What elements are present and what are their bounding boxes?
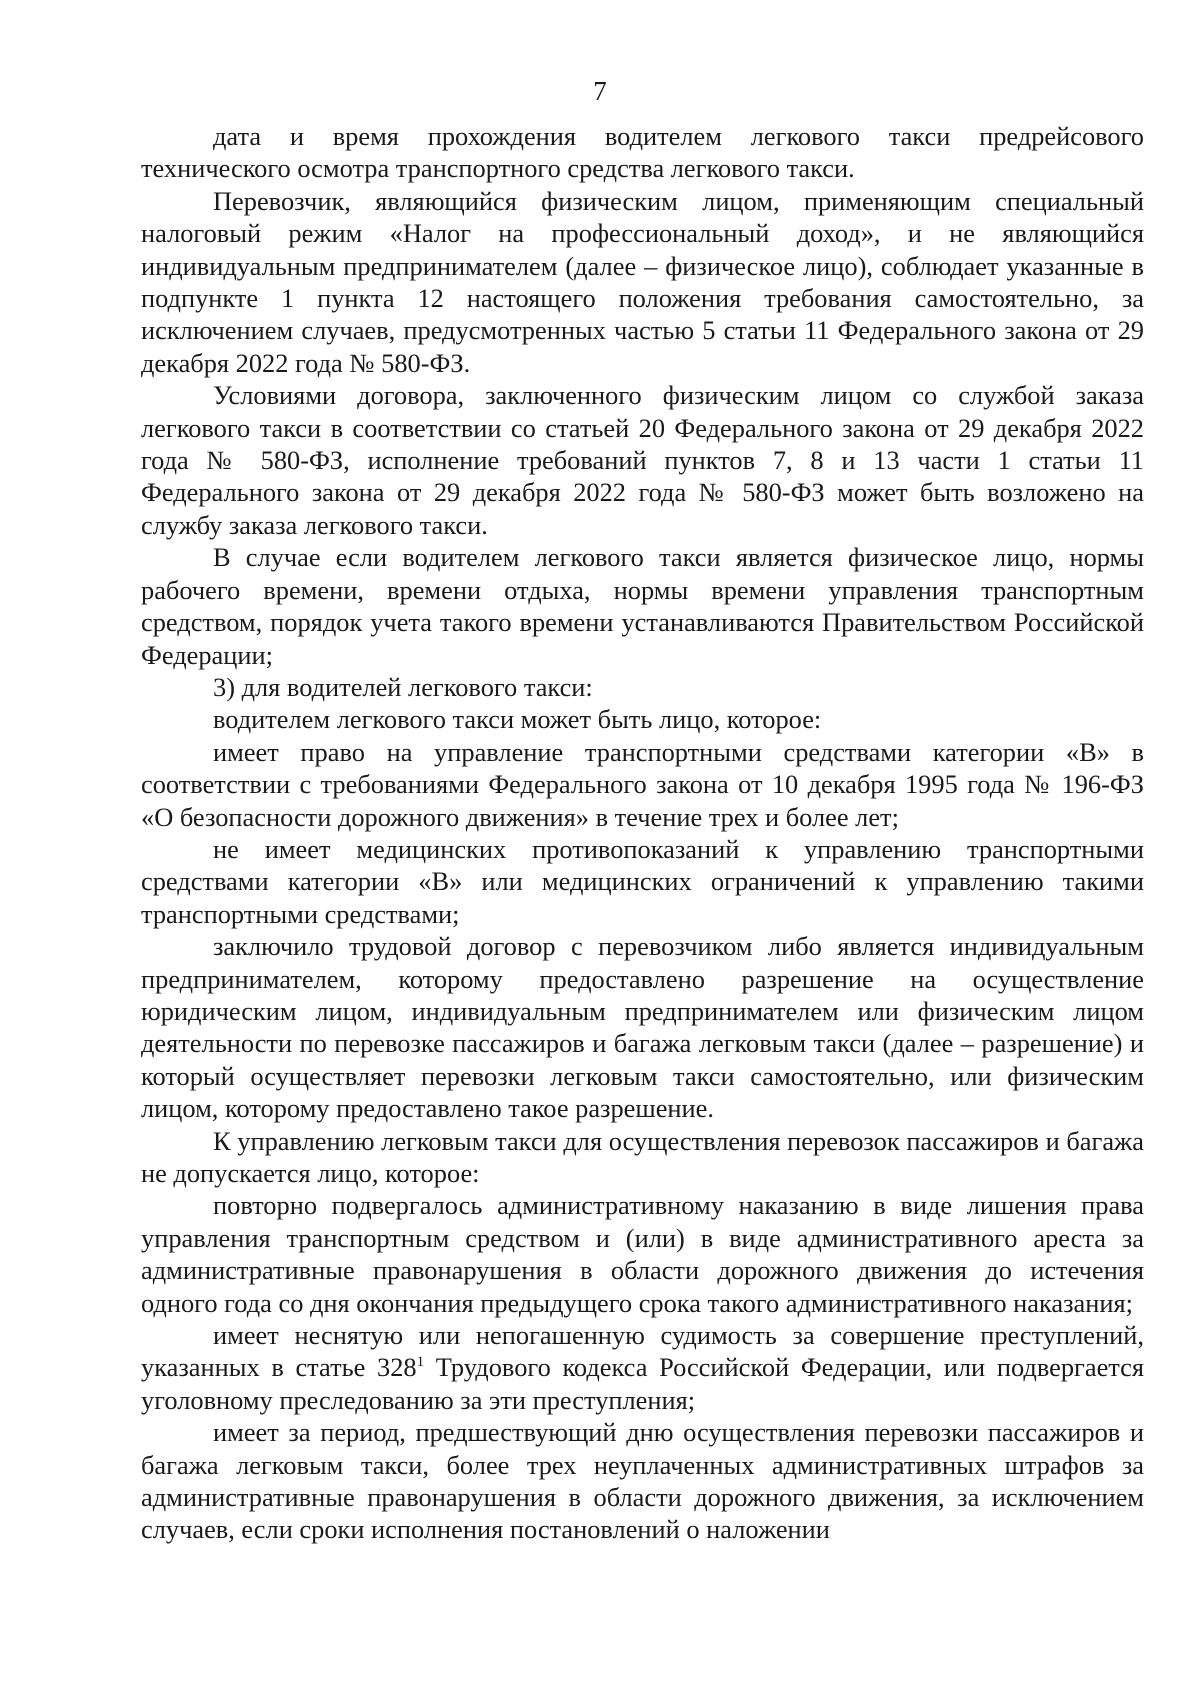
paragraph-article-328-text-before: имеет неснятую или непогашенную судимость за совершение преступлений, указанных в статье 328	[141, 1320, 1144, 1383]
paragraph-last: имеет за период, предшествующий дню осуществления перевозки пассажиров и багажа легковым такси, более трех неуплаченных административных штрафов за административные правонарушения в области дорожного движения, за исключением случаев, если сроки исполнения постановлений о наложении	[141, 1417, 1144, 1545]
paragraph: имеет право на управление транспортными средствами категории «В» в соответствии с требованиями Федерального закона от 10 декабря 1995 года № 196-ФЗ «О безопасности дорожного движения» в течение трех и более лет;	[141, 736, 1144, 832]
paragraph: Перевозчик, являющийся физическим лицом, применяющим специальный налоговый режим «Налог на профессиональный доход», и не являющийся индивидуальным предпринимателем (далее – физическое лицо), соблюдает указанные в подпункте 1 пункта 12 настоящего положения требования самостоятельно, за исключением случаев, предусмотренных частью 5 статьи 11 Федерального закона от 29 декабря 2022 года № 580-ФЗ.	[141, 185, 1144, 378]
paragraph: водителем легкового такси может быть лицо, которое:	[213, 704, 822, 735]
document-body	[141, 120, 1144, 1546]
paragraph: К управлению легковым такси для осуществления перевозок пассажиров и багажа не допускается лицо, которое:	[141, 1125, 1144, 1188]
article-superscript: 1	[416, 1354, 425, 1371]
paragraph-article-328	[141, 1319, 1144, 1416]
page-number: 7	[593, 76, 607, 106]
paragraph: повторно подвергалось административному наказанию в виде лишения права управления транспортным средством и (или) в виде административного ареста за административные правонарушения в области дорожного движения до истечения одного года со дня окончания предыдущего срока такого административного наказания;	[141, 1190, 1144, 1318]
paragraph: В случае если водителем легкового такси является физическое лицо, нормы рабочего времени, времени отдыха, нормы времени управления транспортным средством, порядок учета такого времени устанавливаются Правительством Российской Федерации;	[141, 542, 1144, 670]
paragraph: дата и время прохождения водителем легкового такси предрейсового технического осмотра транспортного средства легкового такси.	[141, 121, 1144, 184]
paragraph-article-328-text-after: Трудового кодекса Российской Федерации, или подвергается уголовному преследованию за эти преступления;	[141, 1352, 1144, 1415]
paragraph: не имеет медицинских противопоказаний к управлению транспортными средствами категории «В» или медицинских ограничений к управлению такими транспортными средствами;	[141, 833, 1144, 929]
paragraph: Условиями договора, заключенного физическим лицом со службой заказа легкового такси в соответствии со статьей 20 Федерального закона от 29 декабря 2022 года № 580-ФЗ, исполнение требований пунктов 7, 8 и 13 части 1 статьи 11 Федерального закона от 29 декабря 2022 года № 580-ФЗ может быть возложено на службу заказа легкового такси.	[141, 380, 1144, 540]
paragraph: заключило трудовой договор с перевозчиком либо является индивидуальным предпринимателем, которому предоставлено разрешение на осуществление юридическим лицом, индивидуальным предпринимателем или физическим лицом деятельности по перевозке пассажиров и багажа легковым такси (далее – разрешение) и который осуществляет перевозки легковым такси самостоятельно, или физическим лицом, которому предоставлено такое разрешение.	[141, 931, 1144, 1124]
paragraph: 3) для водителей легкового такси:	[213, 671, 593, 702]
